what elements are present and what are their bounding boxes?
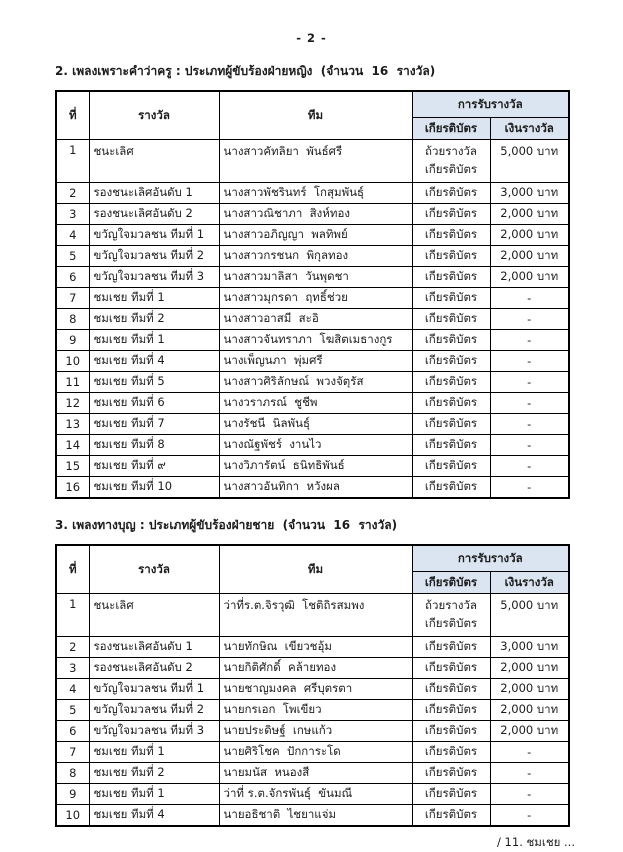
money-value: - xyxy=(490,393,569,414)
table-body-female xyxy=(56,140,569,499)
certificate-value: เกียรติบัตร xyxy=(412,393,490,414)
certificate-value: เกียรติบัตร xyxy=(412,435,490,456)
table-row xyxy=(56,658,569,679)
col-header-certificate: เกียรติบัตร xyxy=(412,118,490,140)
award-name: ชมเชย ทีมที่ 4 xyxy=(89,351,219,372)
award-name: ขวัญใจมวลชน ทีมที่ 1 xyxy=(89,225,219,246)
row-number: 14 xyxy=(56,435,89,456)
certificate-value: เกียรติบัตร xyxy=(412,805,490,827)
table-row xyxy=(56,288,569,309)
col-header-team: ทีม xyxy=(219,545,412,594)
row-number: 8 xyxy=(56,763,89,784)
team-name: นายกิติศักดิ์ คล้ายทอง xyxy=(219,658,412,679)
money-value: - xyxy=(490,763,569,784)
row-number: 8 xyxy=(56,309,89,330)
money-value: 2,000 บาท xyxy=(490,267,569,288)
section-title-male: 3. เพลงทางบุญ : ประเภทผู้ขับร้องฝ่ายชาย (จำนวน 16 รางวัล) xyxy=(55,518,398,532)
col-header-certificate: เกียรติบัตร xyxy=(412,572,490,594)
team-name: นางสาวคัทลิยา พันธ์ศรี xyxy=(219,140,412,183)
table-row xyxy=(56,204,569,225)
award-name: ขวัญใจมวลชน ทีมที่ 2 xyxy=(89,246,219,267)
table-row xyxy=(56,372,569,393)
money-value: - xyxy=(490,414,569,435)
certificate-value: เกียรติบัตร xyxy=(412,267,490,288)
money-value: - xyxy=(490,372,569,393)
money-value: 5,000 บาท xyxy=(490,140,569,183)
row-number: 7 xyxy=(56,742,89,763)
team-name: นางสาวอภิญญา พลทิพย์ xyxy=(219,225,412,246)
award-name: ขวัญใจมวลชน ทีมที่ 2 xyxy=(89,700,219,721)
team-name: นายอธิชาติ ไชยาแจ่ม xyxy=(219,805,412,827)
table-row xyxy=(56,637,569,658)
team-name: นายทักษิณ เขียวชอุ้ม xyxy=(219,637,412,658)
row-number: 13 xyxy=(56,414,89,435)
award-name: ชมเชย ทีมที่ 8 xyxy=(89,435,219,456)
table-header-row xyxy=(56,545,569,572)
certificate-value: เกียรติบัตร xyxy=(412,414,490,435)
certificate-value: เกียรติบัตร xyxy=(412,288,490,309)
certificate-value: ถ้วยรางวัล เกียรติบัตร xyxy=(412,594,490,637)
award-name: ขวัญใจมวลชน ทีมที่ 3 xyxy=(89,721,219,742)
col-header-money: เงินรางวัล xyxy=(490,572,569,594)
team-name: นายศิริโชค ปักการะโด xyxy=(219,742,412,763)
money-value: - xyxy=(490,456,569,477)
money-value: - xyxy=(490,742,569,763)
row-number: 6 xyxy=(56,267,89,288)
certificate-value: เกียรติบัตร xyxy=(412,204,490,225)
row-number: 5 xyxy=(56,246,89,267)
table-row xyxy=(56,140,569,183)
col-header-no: ที่ xyxy=(56,545,89,594)
table-row xyxy=(56,225,569,246)
certificate-value: เกียรติบัตร xyxy=(412,477,490,499)
row-number: 11 xyxy=(56,372,89,393)
team-name: นางสาวมุกรดา ฤทธิ์ช่วย xyxy=(219,288,412,309)
certificate-value: เกียรติบัตร xyxy=(412,246,490,267)
col-header-no: ที่ xyxy=(56,91,89,140)
row-number: 9 xyxy=(56,784,89,805)
money-value: - xyxy=(490,805,569,827)
col-header-prize-group: การรับรางวัล xyxy=(412,91,569,118)
team-name: นางสาวจันทราภา โฆสิตเมธางกูร xyxy=(219,330,412,351)
table-row xyxy=(56,414,569,435)
certificate-value: เกียรติบัตร xyxy=(412,225,490,246)
table-row xyxy=(56,309,569,330)
certificate-value: เกียรติบัตร xyxy=(412,658,490,679)
team-name: นางวราภรณ์ ชูชีพ xyxy=(219,393,412,414)
row-number: 5 xyxy=(56,700,89,721)
table-row xyxy=(56,594,569,637)
table-row xyxy=(56,784,569,805)
award-name: ชมเชย ทีมที่ 2 xyxy=(89,763,219,784)
row-number: 4 xyxy=(56,679,89,700)
team-name: นางสาวพัชรินทร์ โกสุมพันธุ์ xyxy=(219,183,412,204)
award-name: ชมเชย ทีมที่ ๙ xyxy=(89,456,219,477)
award-name: ชนะเลิศ xyxy=(89,140,219,183)
team-name: นายมนัส หนองสี xyxy=(219,763,412,784)
table-row xyxy=(56,456,569,477)
certificate-value: เกียรติบัตร xyxy=(412,183,490,204)
certificate-value: เกียรติบัตร xyxy=(412,456,490,477)
team-name: นางสาวกรชนก พิกุลทอง xyxy=(219,246,412,267)
col-header-team: ทีม xyxy=(219,91,412,140)
money-value: 3,000 บาท xyxy=(490,183,569,204)
award-name: ขวัญใจมวลชน ทีมที่ 3 xyxy=(89,267,219,288)
team-name: นายกรเอก โพเขียว xyxy=(219,700,412,721)
col-header-award: รางวัล xyxy=(89,545,219,594)
team-name: ว่าที่ร.ต.จิรวุฒิ โชติถิรสมพง xyxy=(219,594,412,637)
team-name: นายประดิษฐ์ เกษแก้ว xyxy=(219,721,412,742)
team-name: นางณัฐพัชร์ งานไว xyxy=(219,435,412,456)
certificate-value: ถ้วยรางวัล เกียรติบัตร xyxy=(412,140,490,183)
team-name: นางสาวอันทิกา หวังผล xyxy=(219,477,412,499)
row-number: 1 xyxy=(56,140,89,183)
row-number: 10 xyxy=(56,351,89,372)
certificate-value: เกียรติบัตร xyxy=(412,351,490,372)
award-name: รองชนะเลิศอันดับ 1 xyxy=(89,183,219,204)
certificate-value: เกียรติบัตร xyxy=(412,763,490,784)
row-number: 12 xyxy=(56,393,89,414)
table-row xyxy=(56,435,569,456)
award-name: ชมเชย ทีมที่ 1 xyxy=(89,288,219,309)
table-row xyxy=(56,330,569,351)
money-value: 2,000 บาท xyxy=(490,658,569,679)
money-value: 2,000 บาท xyxy=(490,246,569,267)
certificate-value: เกียรติบัตร xyxy=(412,679,490,700)
section-title-female: 2. เพลงเพราะคำว่าครู : ประเภทผู้ขับร้องฝ่ายหญิง (จำนวน 16 รางวัล) xyxy=(55,64,436,78)
money-value: - xyxy=(490,309,569,330)
money-value: - xyxy=(490,288,569,309)
certificate-value: เกียรติบัตร xyxy=(412,309,490,330)
table-row xyxy=(56,183,569,204)
money-value: 2,000 บาท xyxy=(490,700,569,721)
award-name: ชมเชย ทีมที่ 6 xyxy=(89,393,219,414)
team-name: นางสาวอาสมี สะอิ xyxy=(219,309,412,330)
table-row xyxy=(56,246,569,267)
award-name: ขวัญใจมวลชน ทีมที่ 1 xyxy=(89,679,219,700)
money-value: - xyxy=(490,784,569,805)
page-number: - 2 - xyxy=(296,31,327,45)
award-name: รองชนะเลิศอันดับ 2 xyxy=(89,204,219,225)
table-row xyxy=(56,267,569,288)
certificate-value: เกียรติบัตร xyxy=(412,330,490,351)
award-name: รองชนะเลิศอันดับ 1 xyxy=(89,637,219,658)
awards-table-female xyxy=(55,90,570,499)
table-row xyxy=(56,477,569,499)
money-value: 2,000 บาท xyxy=(490,225,569,246)
team-name: นายชาญมงคล ศรีบุตรตา xyxy=(219,679,412,700)
money-value: 2,000 บาท xyxy=(490,204,569,225)
row-number: 9 xyxy=(56,330,89,351)
row-number: 3 xyxy=(56,204,89,225)
team-name: นางเพ็ญนภา พุ่มศรี xyxy=(219,351,412,372)
money-value: - xyxy=(490,351,569,372)
row-number: 7 xyxy=(56,288,89,309)
award-name: ชมเชย ทีมที่ 10 xyxy=(89,477,219,499)
row-number: 1 xyxy=(56,594,89,637)
team-name: นางรัชนี นิลพันธุ์ xyxy=(219,414,412,435)
table-row xyxy=(56,679,569,700)
award-name: ชมเชย ทีมที่ 2 xyxy=(89,309,219,330)
award-name: ชมเชย ทีมที่ 5 xyxy=(89,372,219,393)
table-body-male xyxy=(56,594,569,827)
team-name: นางสาวศิริลักษณ์ พวงจัตุรัส xyxy=(219,372,412,393)
money-value: - xyxy=(490,435,569,456)
row-number: 2 xyxy=(56,183,89,204)
table-row xyxy=(56,742,569,763)
row-number: 3 xyxy=(56,658,89,679)
table-row xyxy=(56,700,569,721)
team-name: นางสาวมาลิสา วันพุดชา xyxy=(219,267,412,288)
award-name: รองชนะเลิศอันดับ 2 xyxy=(89,658,219,679)
team-name: นางสาวณิชาภา สิงห์ทอง xyxy=(219,204,412,225)
money-value: - xyxy=(490,330,569,351)
award-name: ชมเชย ทีมที่ 7 xyxy=(89,414,219,435)
col-header-money: เงินรางวัล xyxy=(490,118,569,140)
row-number: 6 xyxy=(56,721,89,742)
row-number: 2 xyxy=(56,637,89,658)
award-name: ชมเชย ทีมที่ 1 xyxy=(89,784,219,805)
row-number: 10 xyxy=(56,805,89,827)
team-name: นางวิภารัตน์ ธนิทธิพันธ์ xyxy=(219,456,412,477)
certificate-value: เกียรติบัตร xyxy=(412,742,490,763)
table-row xyxy=(56,805,569,827)
award-name: ชมเชย ทีมที่ 1 xyxy=(89,742,219,763)
award-name: ชมเชย ทีมที่ 4 xyxy=(89,805,219,827)
row-number: 15 xyxy=(56,456,89,477)
team-name: ว่าที่ ร.ต.จักรพันธุ์ ขันมณี xyxy=(219,784,412,805)
table-row xyxy=(56,763,569,784)
certificate-value: เกียรติบัตร xyxy=(412,700,490,721)
award-name: ชมเชย ทีมที่ 1 xyxy=(89,330,219,351)
money-value: - xyxy=(490,477,569,499)
money-value: 2,000 บาท xyxy=(490,679,569,700)
row-number: 4 xyxy=(56,225,89,246)
table-row xyxy=(56,721,569,742)
certificate-value: เกียรติบัตร xyxy=(412,721,490,742)
certificate-value: เกียรติบัตร xyxy=(412,637,490,658)
table-header-row xyxy=(56,91,569,118)
continuation-note: / 11. ชมเชย ... xyxy=(497,835,575,849)
money-value: 2,000 บาท xyxy=(490,721,569,742)
award-name: ชนะเลิศ xyxy=(89,594,219,637)
money-value: 5,000 บาท xyxy=(490,594,569,637)
certificate-value: เกียรติบัตร xyxy=(412,372,490,393)
col-header-prize-group: การรับรางวัล xyxy=(412,545,569,572)
col-header-award: รางวัล xyxy=(89,91,219,140)
certificate-value: เกียรติบัตร xyxy=(412,784,490,805)
table-row xyxy=(56,351,569,372)
table-row xyxy=(56,393,569,414)
money-value: 3,000 บาท xyxy=(490,637,569,658)
awards-table-male xyxy=(55,544,570,827)
row-number: 16 xyxy=(56,477,89,499)
